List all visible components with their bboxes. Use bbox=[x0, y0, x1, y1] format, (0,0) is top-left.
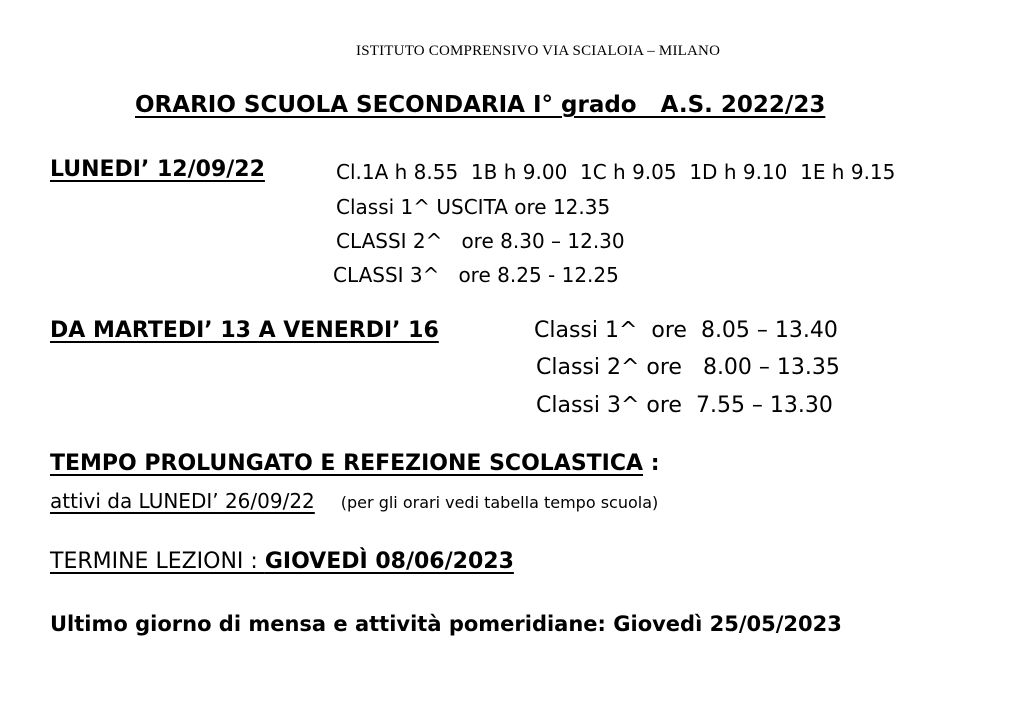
termine-lezioni bbox=[50, 549, 514, 574]
week-heading: DA MARTEDI’ 13 A VENERDI’ 16 bbox=[50, 318, 439, 343]
tempo-prolungato-heading bbox=[50, 451, 660, 476]
tempo-heading-colon: : bbox=[643, 451, 660, 476]
monday-entry-times: Cl.1A h 8.55 1B h 9.00 1C h 9.05 1D h 9.10 1E h 9.15 bbox=[336, 160, 896, 184]
week-classi3-hours: Classi 3^ ore 7.55 – 13.30 bbox=[536, 393, 833, 418]
termine-label: TERMINE LEZIONI : bbox=[50, 549, 265, 574]
ultimo-giorno-mensa: Ultimo giorno di mensa e attività pomeridiane: Giovedì 25/05/2023 bbox=[50, 612, 842, 636]
tempo-active-line bbox=[50, 489, 658, 513]
monday-classi3-hours: CLASSI 3^ ore 8.25 - 12.25 bbox=[333, 263, 619, 287]
termine-date: GIOVEDÌ 08/06/2023 bbox=[264, 549, 514, 574]
monday-classi2-hours: CLASSI 2^ ore 8.30 – 12.30 bbox=[336, 229, 625, 253]
page-title: ORARIO SCUOLA SECONDARIA I° grado A.S. 2022/23 bbox=[135, 92, 826, 118]
monday-heading: LUNEDI’ 12/09/22 bbox=[50, 157, 265, 182]
tempo-active-from: attivi da LUNEDI’ 26/09/22 bbox=[50, 489, 315, 513]
tempo-heading-text: TEMPO PROLUNGATO E REFEZIONE SCOLASTICA bbox=[50, 451, 644, 476]
monday-classi1-exit: Classi 1^ USCITA ore 12.35 bbox=[336, 195, 611, 219]
institute-name: ISTITUTO COMPRENSIVO VIA SCIALOIA – MILANO bbox=[356, 43, 721, 59]
week-classi1-hours: Classi 1^ ore 8.05 – 13.40 bbox=[534, 318, 838, 343]
tempo-note: (per gli orari vedi tabella tempo scuola) bbox=[340, 493, 659, 512]
week-classi2-hours: Classi 2^ ore 8.00 – 13.35 bbox=[536, 355, 840, 380]
